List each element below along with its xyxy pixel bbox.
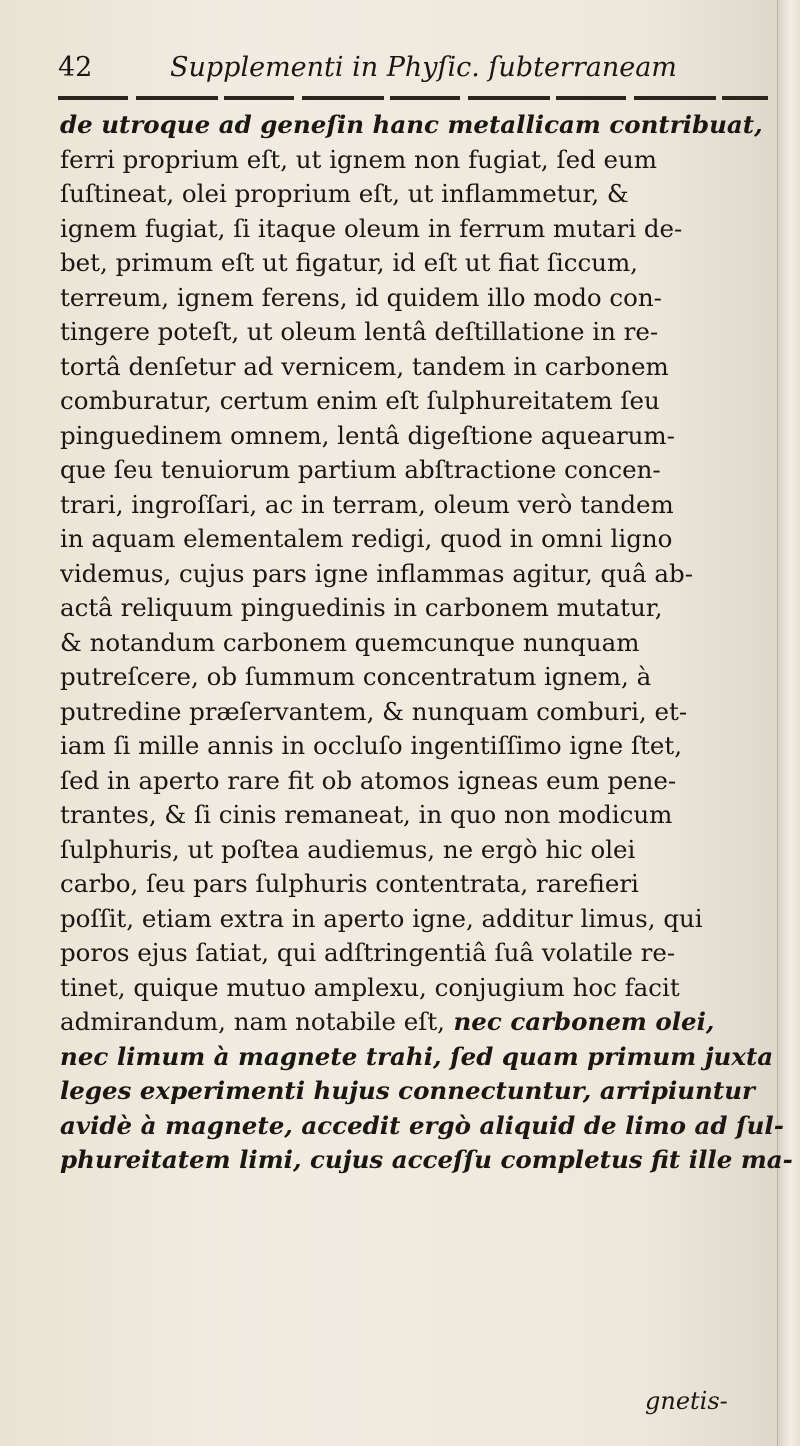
header-rule — [58, 96, 768, 100]
page-number: 42 — [58, 52, 93, 83]
text-line — [60, 246, 772, 281]
text-line — [60, 212, 772, 247]
text-line — [60, 798, 772, 833]
text-line — [60, 971, 772, 1006]
text-line — [60, 936, 772, 971]
text-line — [60, 626, 772, 661]
text-line-content: poſſit, etiam extra in aperto igne, additur limus, qui — [60, 903, 703, 933]
text-line — [60, 419, 772, 454]
text-line-content: avidè à magnete, accedit ergò aliquid de limo ad ſul- — [60, 1110, 784, 1140]
text-line-content: que ſeu tenuiorum partium abſtractione concen- — [60, 455, 661, 484]
running-title: Supplementi in Phyſic. ſubterraneam — [170, 52, 677, 83]
text-line-content: trari, ingroſſari, ac in terram, oleum verò tandem — [60, 489, 674, 519]
running-header — [58, 52, 758, 92]
text-line-content: pinguedinem omnem, lentâ digeſtione aquearum- — [60, 420, 675, 450]
text-line-content: nec limum à magnete trahi, ſed quam primum juxta — [60, 1041, 774, 1071]
text-line — [60, 1109, 784, 1144]
text-line — [60, 867, 772, 902]
text-line — [60, 488, 772, 523]
text-line-content: phureitatem limi, cujus acceſſu completus fit ille ma- — [60, 1145, 793, 1174]
text-line-content: carbo, ſeu pars ſulphuris contentrata, rarefieri — [60, 869, 639, 898]
text-line-content: terreum, ignem ferens, id quidem illo modo con- — [60, 282, 662, 312]
text-line — [60, 453, 772, 488]
text-line — [60, 591, 772, 626]
text-line-content: leges experimenti hujus connectuntur, arripiuntur — [60, 1076, 755, 1105]
text-line — [60, 729, 772, 764]
text-line-content: comburatur, certum enim eſt ſulphureitatem ſeu — [60, 386, 660, 415]
text-line-content: ſuſtineat, olei proprium eſt, ut inflammetur, & — [60, 179, 629, 208]
text-line-content: putredine præſervantem, & nunquam comburi, et- — [60, 696, 688, 726]
text-line — [60, 108, 772, 143]
text-line-content: actâ reliquum pinguedinis in carbonem mutatur, — [60, 593, 663, 622]
text-line-content: in aquam elementalem redigi, quod in omni ligno — [60, 524, 673, 553]
text-line — [60, 350, 772, 385]
text-line — [60, 281, 772, 316]
text-line — [60, 384, 772, 419]
text-line-content: tortâ denſetur ad vernicem, tandem in carbonem — [60, 351, 669, 381]
body-text — [60, 108, 793, 1178]
text-line — [60, 1074, 772, 1109]
text-line — [60, 557, 772, 592]
text-line — [60, 1040, 772, 1075]
text-line-content: & notandum carbonem quemcunque nunquam — [60, 627, 640, 657]
text-line — [60, 902, 772, 937]
text-line — [60, 522, 772, 557]
text-line-content: admirandum, nam notabile eſt, — [60, 1007, 445, 1036]
text-line — [60, 177, 772, 212]
text-line-content: iam ſi mille annis in occluſo ingentiſſimo igne ſtet, — [60, 731, 682, 760]
text-line-content: tinet, quique mutuo amplexu, conjugium hoc facit — [60, 972, 680, 1002]
text-line-content: ſed in aperto rare fit ob atomos igneas eum pene- — [60, 765, 677, 795]
text-line-content: trantes, & ſi cinis remaneat, in quo non modicum — [60, 800, 673, 829]
text-line-content: ferri proprium eſt, ut ignem non fugiat, ſed eum — [60, 144, 658, 174]
text-line-italic-tail: nec carbonem olei, — [444, 1007, 715, 1036]
page-edge — [777, 0, 800, 1446]
text-line-content: poros ejus ſatiat, qui adſtringentiâ ſuâ volatile re- — [60, 938, 676, 967]
text-line-content: bet, primum eſt ut figatur, id eſt ut fiat ſiccum, — [60, 248, 638, 277]
text-line — [60, 833, 772, 868]
catchword: gnetis- — [645, 1387, 728, 1415]
text-line — [60, 315, 772, 350]
text-line-content: ſulphuris, ut poſtea audiemus, ne ergò hic olei — [60, 834, 636, 864]
text-line-content: videmus, cujus pars igne inflammas agitur, quâ ab- — [60, 558, 693, 588]
text-line — [60, 695, 772, 730]
text-line — [60, 143, 772, 178]
text-line-content: tingere poteſt, ut oleum lentâ deſtillatione in re- — [60, 317, 659, 346]
text-line — [60, 1005, 772, 1040]
text-line-content: de utroque ad geneſin hanc metallicam contribuat, — [60, 110, 763, 139]
text-line-content: ignem fugiat, ſi itaque oleum in ferrum mutari de- — [60, 213, 683, 243]
text-line — [60, 764, 772, 799]
text-line — [60, 1143, 793, 1178]
text-line-content: putreſcere, ob ſummum concentratum ignem, à — [60, 662, 652, 691]
text-line — [60, 660, 772, 695]
